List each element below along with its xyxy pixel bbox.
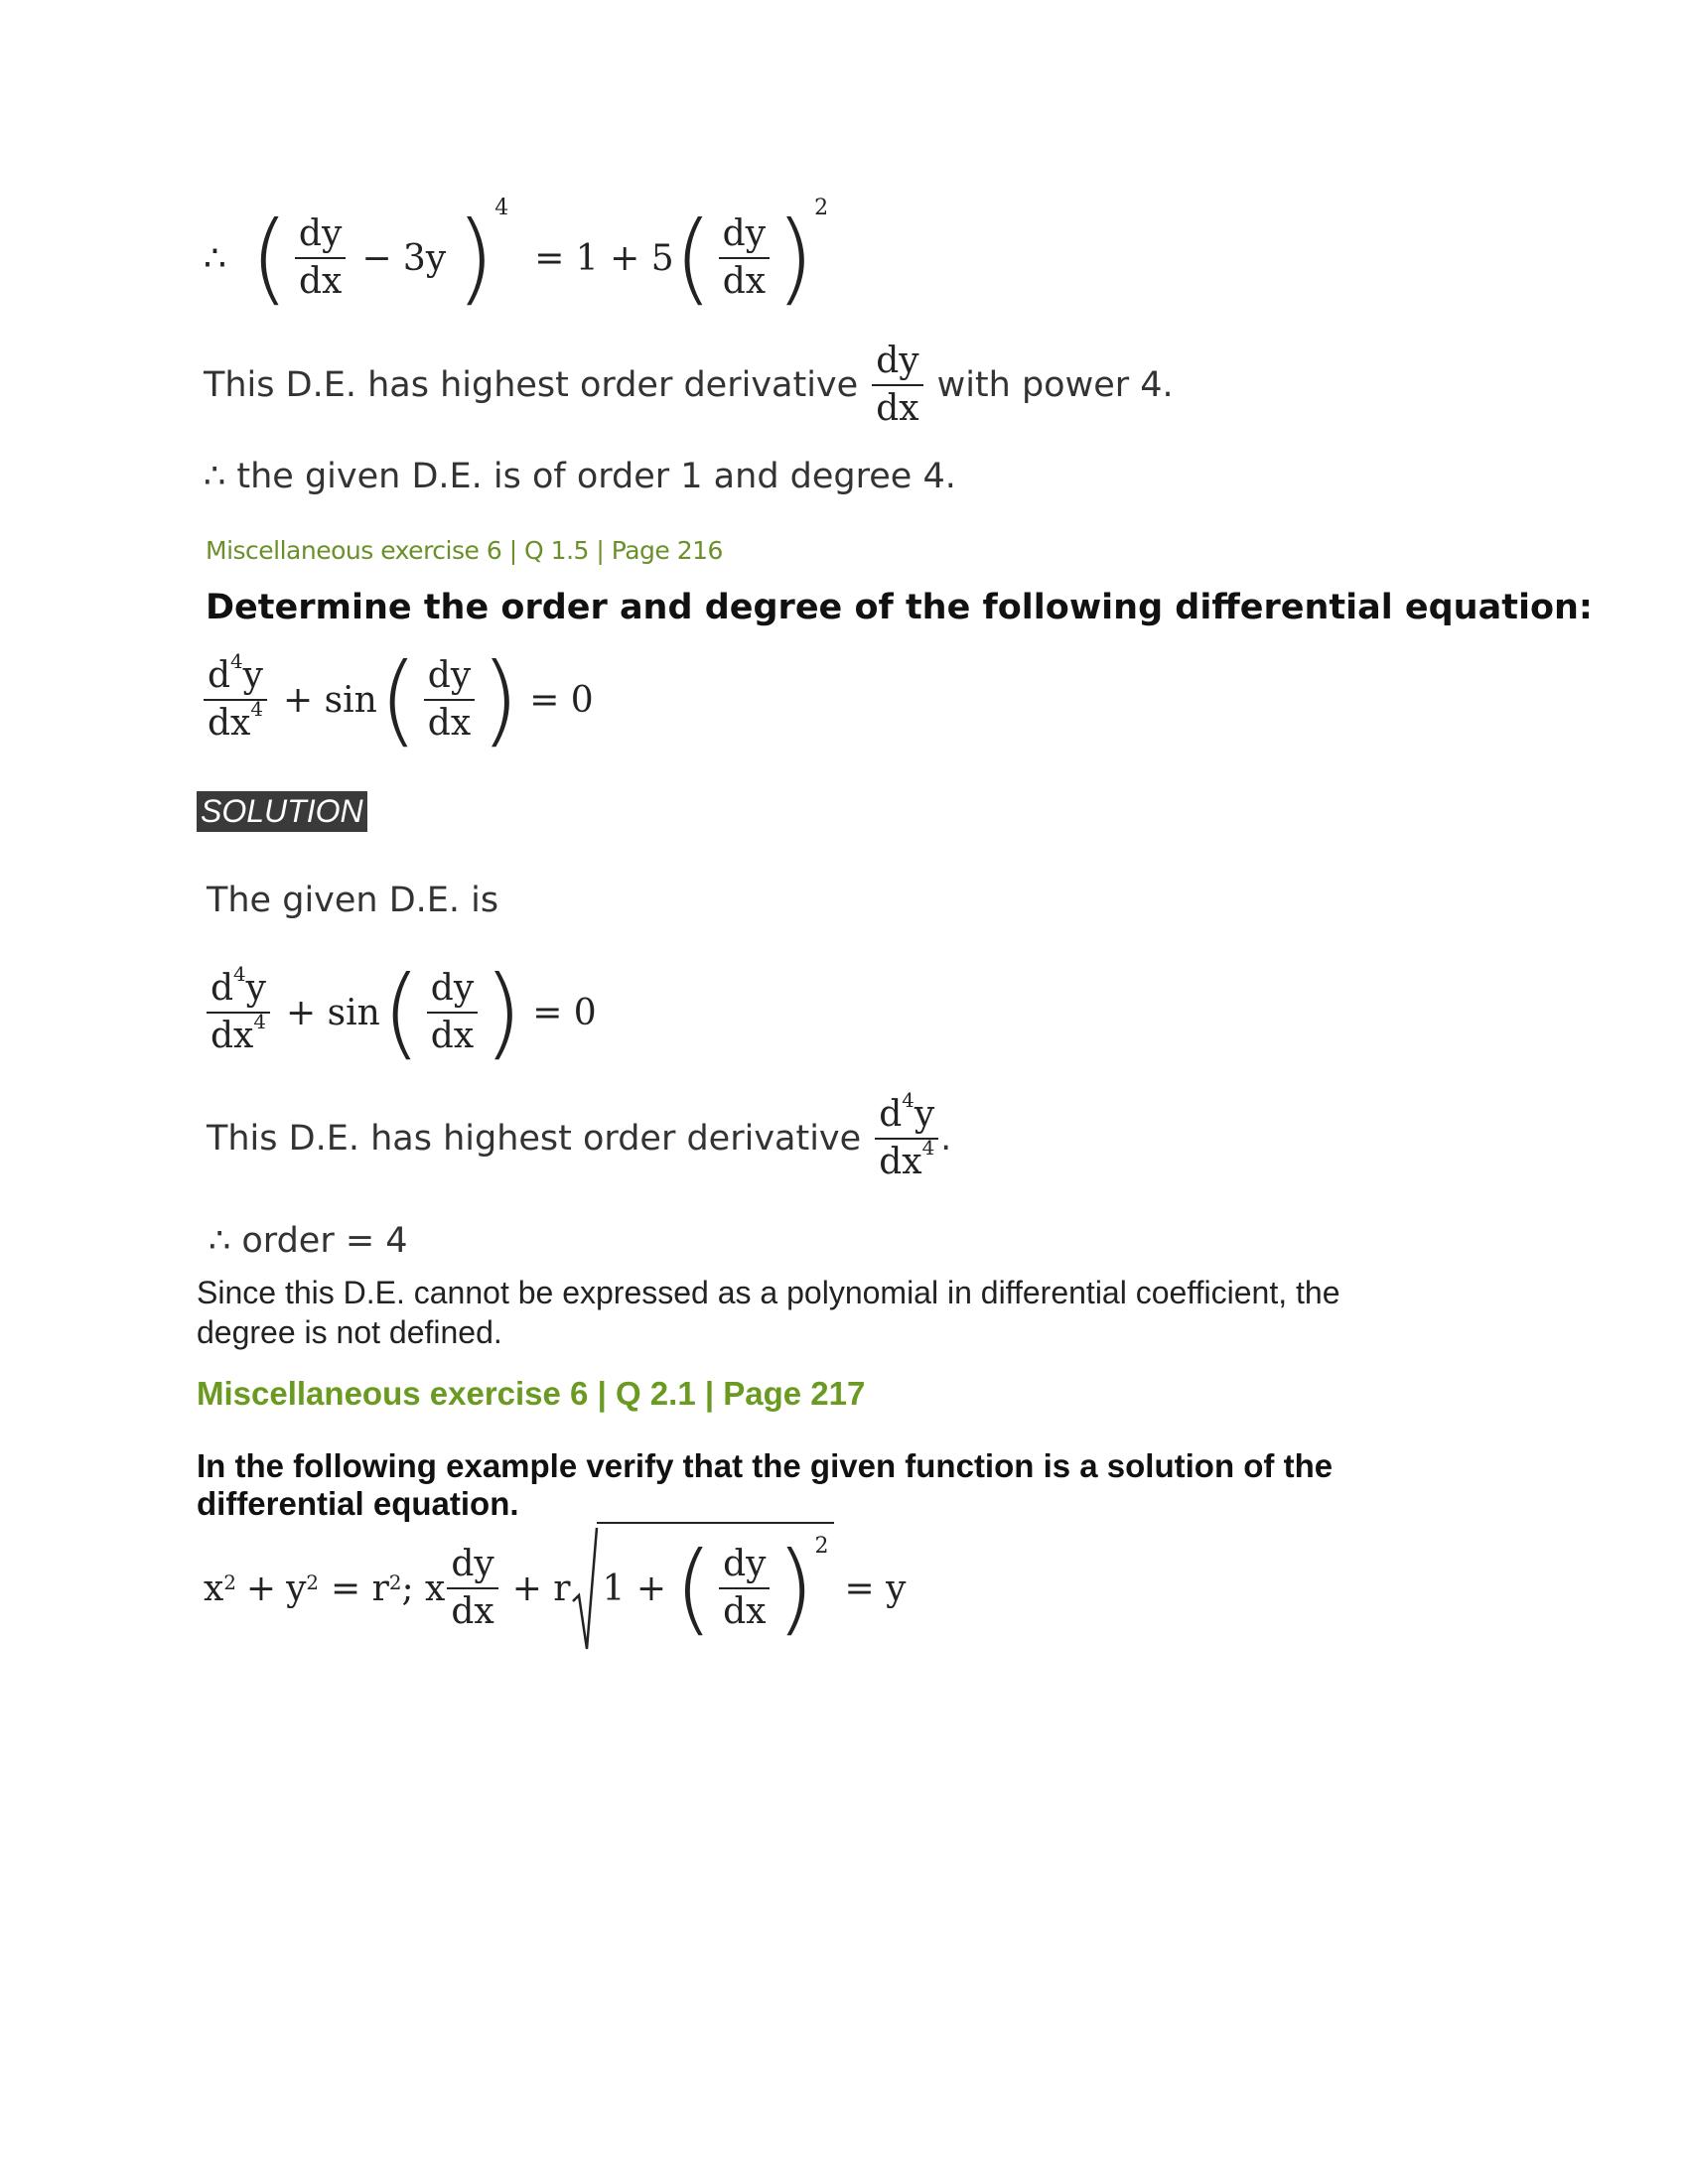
fraction-dy-dx [719, 1545, 770, 1631]
exponent: 2 [814, 196, 829, 220]
fraction-numerator: dy [427, 655, 472, 697]
fraction-denominator: dx [723, 1591, 767, 1632]
question-text: Determine the order and degree of the following differential equation: [206, 588, 1593, 627]
fraction-numerator: dy [722, 213, 767, 255]
fraction-numerator: $d^4y$ [211, 963, 266, 1010]
fraction-d4y-dx4 [204, 650, 267, 744]
fraction-numerator: dy [876, 341, 919, 382]
order-degree-conclusion: ∴ the given D.E. is of order 1 and degree 4. [204, 457, 956, 496]
fraction-dy-dx [295, 214, 346, 301]
fraction-denominator: dx [427, 703, 472, 744]
left-paren: ( [381, 954, 421, 1070]
fraction-denominator: dx [876, 388, 919, 429]
left-paren: ( [378, 641, 418, 757]
fraction-denominator: dx [451, 1591, 494, 1632]
fraction-denominator: $dx^4$ [211, 1011, 266, 1056]
minus-term: − 3y [361, 237, 447, 279]
fraction-denominator: dx [298, 261, 343, 302]
fraction-numerator: dy [723, 1544, 767, 1585]
fraction-dy-dx [872, 341, 922, 428]
solution-badge: SOLUTION [197, 791, 367, 832]
question-equation: x $^2$ + y $^2$ = r $^2$ ; x $\frac{dy}{dx}$ + r 1 + ( $\frac{dy}{dx}$ ) 2 = y [204, 1524, 915, 1653]
fraction-denominator: $dx^4$ [208, 698, 263, 744]
radical-sign-icon [571, 1524, 599, 1653]
text-prefix: This D.E. has highest order derivative [204, 365, 859, 405]
highest-derivative-line [204, 336, 1174, 435]
left-paren: ( [674, 1530, 714, 1646]
equals-zero: = 0 [529, 679, 594, 721]
fraction-numerator: dy [298, 213, 343, 255]
therefore-symbol: ∴ [204, 237, 226, 279]
fraction-denominator: dx [430, 1016, 475, 1056]
fraction-d4y-dx4 [875, 1089, 938, 1182]
fraction-denominator: dx [722, 261, 767, 302]
fraction-numerator: $d^4y$ [879, 1089, 935, 1136]
exponent: 4 [494, 196, 509, 220]
left-paren: ( [249, 200, 289, 316]
fraction-denominator: $dx^4$ [879, 1137, 935, 1182]
fraction-dy-dx [447, 1545, 497, 1631]
fraction-numerator: dy [430, 968, 475, 1010]
order-result: ∴ order = 4 [209, 1221, 408, 1261]
equals-zero: = 0 [532, 992, 597, 1033]
right-paren: ) [481, 641, 520, 757]
highest-derivative-line [207, 1084, 951, 1193]
square-root: 1 + ( $\frac{dy}{dx}$ ) 2 [571, 1524, 835, 1653]
rhs-start: = 1 + 5 [534, 237, 674, 279]
right-paren: ) [484, 954, 523, 1070]
left-paren: ( [673, 200, 713, 316]
text-suffix: . [940, 1119, 952, 1159]
equation-order1-degree4 [204, 194, 828, 323]
question-text: In the following example verify that the given function is a solution of the differential equation. [197, 1447, 1334, 1522]
question-reference-link[interactable]: Miscellaneous exercise 6 | Q 1.5 | Page 216 [206, 536, 723, 565]
degree-conclusion: Since this D.E. cannot be expressed as a polynomial in differential coefficient, the degree is not defined. [197, 1275, 1340, 1350]
plus-sin: + sin [285, 992, 380, 1033]
question-equation [204, 640, 604, 759]
equals-y: = y [844, 1568, 907, 1609]
text-prefix: This D.E. has highest order derivative [207, 1119, 862, 1159]
fraction-numerator: $d^4y$ [208, 650, 263, 697]
text-suffix: with power 4. [936, 365, 1174, 405]
fraction-numerator: dy [451, 1544, 494, 1585]
fraction-dy-dx [424, 656, 475, 743]
right-paren: ) [775, 1530, 815, 1646]
question-reference-link[interactable]: Miscellaneous exercise 6 | Q 2.1 | Page 217 [197, 1375, 866, 1412]
fraction-d4y-dx4 [207, 963, 270, 1056]
right-paren: ) [775, 200, 815, 316]
right-paren: ) [456, 200, 495, 316]
fraction-dy-dx [719, 214, 770, 301]
given-de-label: The given D.E. is [207, 881, 499, 920]
fraction-dy-dx [427, 969, 478, 1055]
given-equation [207, 953, 607, 1072]
plus-sin: + sin [282, 679, 377, 721]
